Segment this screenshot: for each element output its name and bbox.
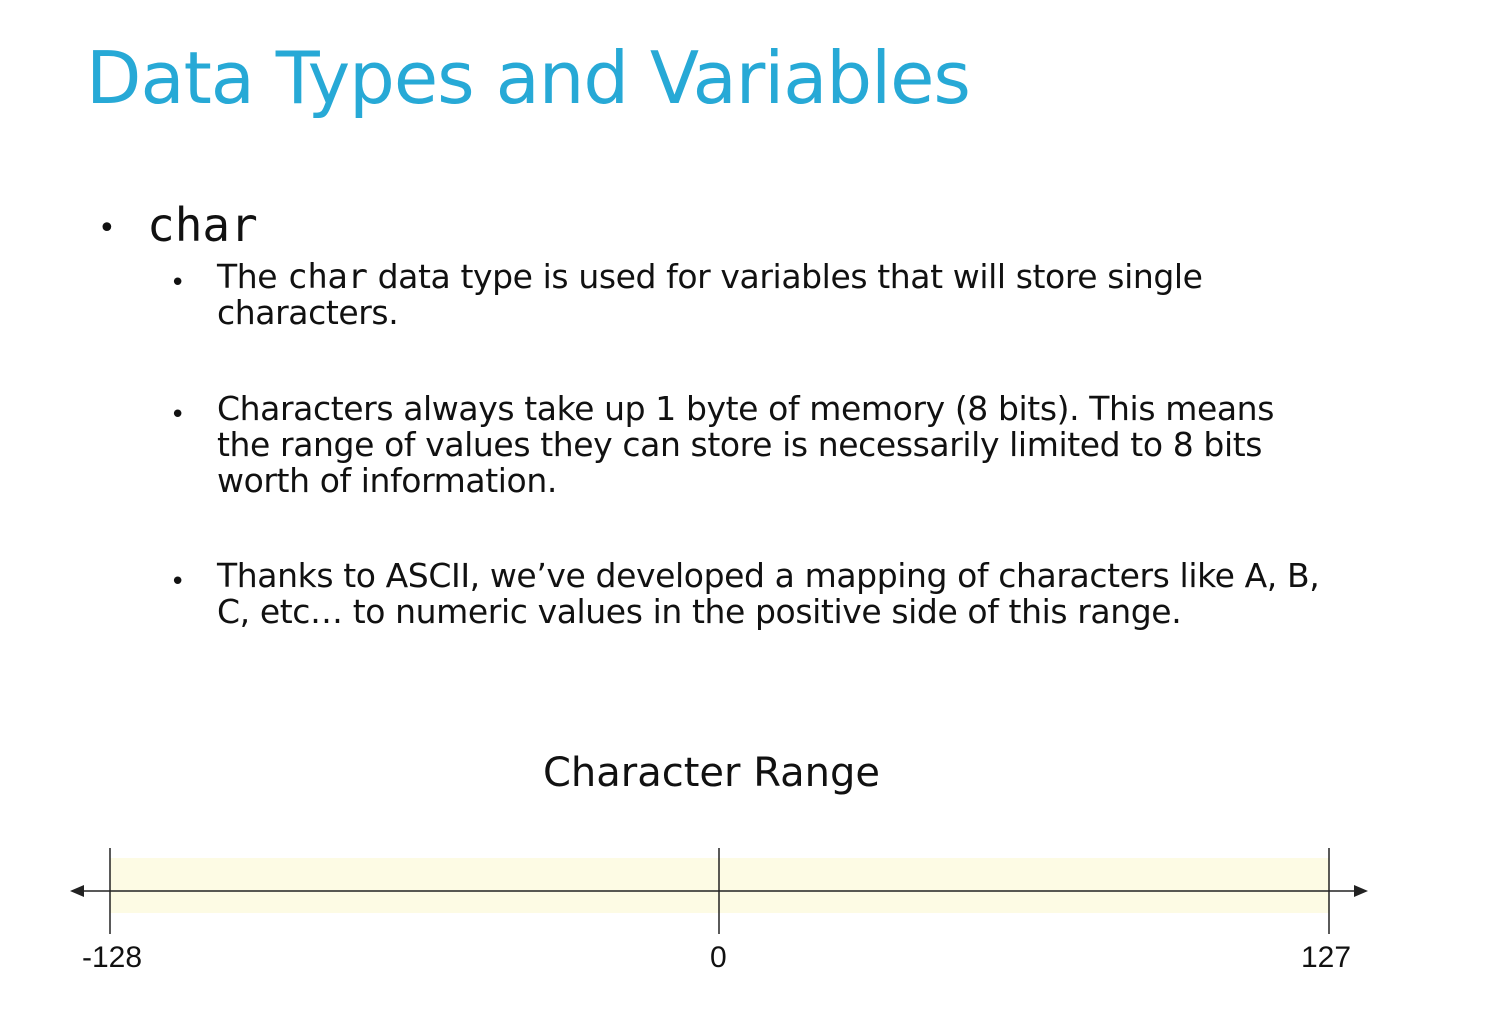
top-bullet-char: char	[147, 198, 258, 252]
left-arrow-icon	[70, 885, 84, 897]
tick-label-min: -128	[82, 941, 143, 974]
sub-bullet-marker: •	[170, 268, 186, 298]
sub-bullet-marker: •	[170, 567, 186, 597]
sub-bullet-ascii: Thanks to ASCII, we’ve developed a mapping of characters like A, B, C, etc… to numeric values in the positive side of this range.	[217, 556, 1320, 631]
sub-bullet-memory-size: Characters always take up 1 byte of memory (8 bits). This means the range of values they can store is necessarily limited to 8 bits worth of information.	[217, 389, 1274, 500]
bullet-marker: •	[98, 211, 116, 246]
tick-label-max: 127	[1301, 941, 1352, 974]
number-line-diagram	[0, 830, 1493, 940]
inline-code-char: char	[287, 257, 368, 297]
range-diagram-title: Character Range	[543, 750, 880, 796]
sub-bullet-marker: •	[170, 400, 186, 430]
sub-bullet-char-definition	[217, 259, 1337, 331]
tick-label-zero: 0	[710, 941, 727, 974]
sub-bullet-text: data type is used for variables that will store single characters.	[217, 257, 1203, 332]
sub-bullet-text: The	[217, 257, 288, 296]
right-arrow-icon	[1354, 885, 1368, 897]
slide-title: Data Types and Variables	[86, 36, 970, 120]
